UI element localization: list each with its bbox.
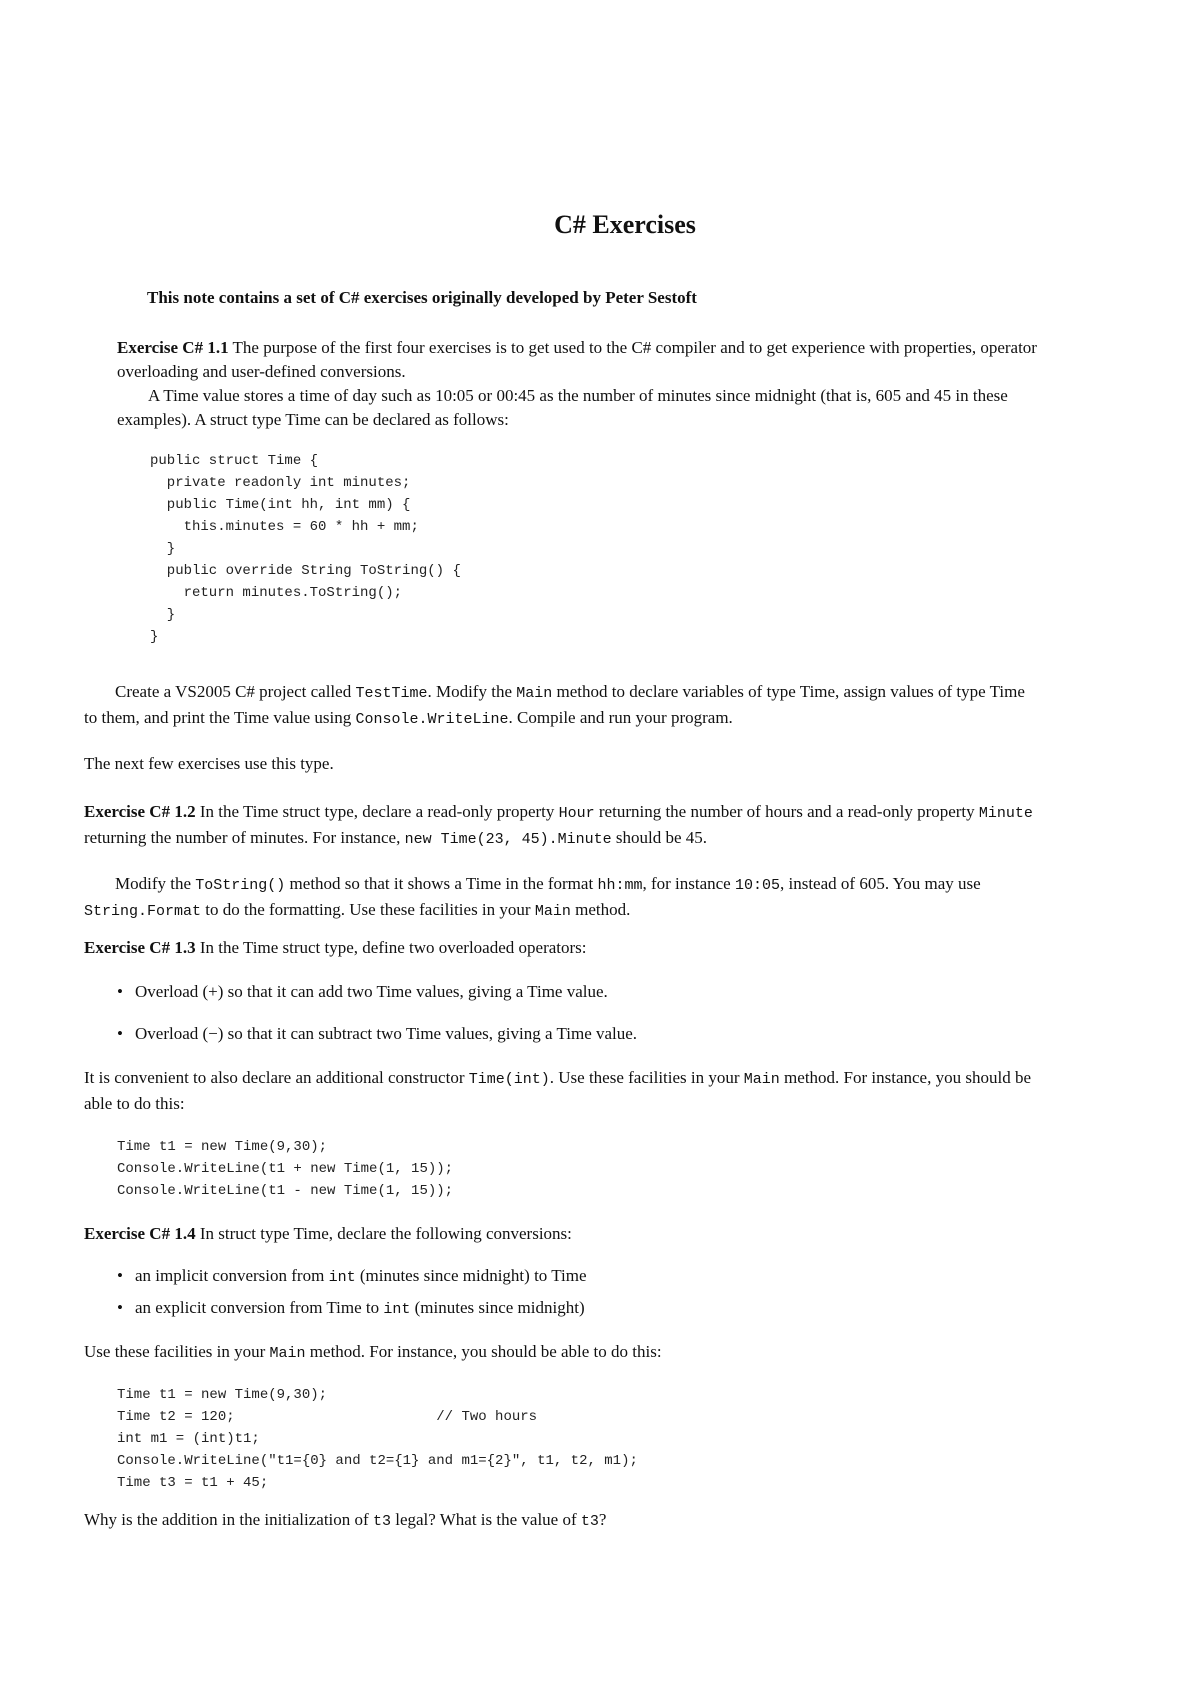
exercise-1-1-intro (117, 336, 1037, 384)
exercise-text: method. (570, 900, 631, 919)
list-item-text: (minutes since midnight) to Time (355, 1266, 587, 1285)
list-item (117, 1022, 637, 1046)
exercise-1-4-intro (84, 1222, 1034, 1246)
exercise-1-1-text: The purpose of the first four exercises is to get used to the C# compiler and to get experience with properties, operator overloading and user-defined conversions. (117, 338, 1037, 381)
code-inline: t3 (372, 1513, 391, 1530)
exercise-text: , for instance (642, 874, 735, 893)
exercise-text: returning the number of hours and a read-only property (594, 802, 979, 821)
exercise-1-2-label: Exercise C# 1.2 (84, 802, 196, 821)
exercise-1-4-question (84, 1508, 1034, 1534)
exercise-1-4-label: Exercise C# 1.4 (84, 1224, 196, 1243)
list-item (117, 980, 608, 1004)
exercise-text: to do the formatting. Use these facilities in your (201, 900, 535, 919)
instructions-text: method to declare variables of type Time, assign values of type Time to them, and print the Time value using (84, 682, 1025, 727)
code-inline: Console.WriteLine (355, 711, 509, 728)
code-inline: int (328, 1269, 356, 1286)
exercise-1-3-code: Time t1 = new Time(9,30); Console.WriteLine(t1 + new Time(1, 15)); Console.WriteLine(t1 - new Time(1, 15)); (117, 1139, 454, 1199)
code-inline: ToString() (195, 877, 286, 894)
list-item-text: (minutes since midnight) (410, 1298, 585, 1317)
code-inline: Main (269, 1345, 306, 1362)
code-inline: new Time(23, 45).Minute (404, 831, 612, 848)
exercise-text: ? (598, 1510, 607, 1529)
bullet-icon: • (117, 982, 123, 1001)
exercise-1-1-instructions (84, 680, 1034, 732)
exercise-text: . Use these facilities in your (549, 1068, 744, 1087)
code-inline: String.Format (84, 903, 202, 920)
exercise-1-2-paragraph-2 (84, 872, 1034, 924)
code-inline: Main (516, 685, 553, 702)
instructions-text: Create a VS2005 C# project called (115, 682, 356, 701)
bullet-icon: • (117, 1298, 123, 1317)
list-item-text: Overload (+) so that it can add two Time values, giving a Time value. (135, 982, 608, 1001)
code-inline: t3 (580, 1513, 599, 1530)
code-inline: Minute (978, 805, 1033, 822)
exercise-1-2-paragraph-1 (84, 800, 1034, 852)
code-inline: TestTime (355, 685, 428, 702)
exercise-text: , instead of 605. You may use (780, 874, 981, 893)
list-item-text: Overload (−) so that it can subtract two Time values, giving a Time value. (135, 1024, 638, 1043)
exercise-1-1-description-text: A Time value stores a time of day such as 10:05 or 00:45 as the number of minutes since midnight (that is, 605 and 45 in these examples). A struct type Time can be declared as follows: (117, 386, 1008, 429)
code-inline: Hour (558, 805, 595, 822)
exercise-text: Modify the (115, 874, 196, 893)
code-inline: Time(int) (468, 1071, 550, 1088)
list-item (117, 1296, 585, 1322)
list-item-text: an implicit conversion from (135, 1266, 329, 1285)
exercise-text: returning the number of minutes. For instance, (84, 828, 405, 847)
exercise-1-3-after (84, 1066, 1034, 1116)
list-item-text: an explicit conversion from Time to (135, 1298, 384, 1317)
code-inline: 10:05 (734, 877, 780, 894)
exercise-1-3-intro (84, 936, 1034, 960)
exercise-text: Why is the addition in the initialization of (84, 1510, 373, 1529)
instructions-text: . Modify the (427, 682, 517, 701)
bullet-icon: • (117, 1266, 123, 1285)
exercise-text: method. For instance, you should be able to do this: (84, 1068, 1031, 1113)
exercise-text: method so that it shows a Time in the format (285, 874, 598, 893)
exercise-1-1-note: The next few exercises use this type. (84, 754, 334, 773)
code-inline: int (383, 1301, 411, 1318)
exercise-1-3-label: Exercise C# 1.3 (84, 938, 196, 957)
exercise-text: legal? What is the value of (390, 1510, 581, 1529)
list-item (117, 1264, 587, 1290)
page-title: C# Exercises (554, 210, 696, 239)
exercise-text: In the Time struct type, define two overloaded operators: (195, 938, 587, 957)
page-subtitle: This note contains a set of C# exercises originally developed by Peter Sestoft (147, 288, 697, 307)
exercise-1-4-code: Time t1 = new Time(9,30); Time t2 = 120; // Two hours int m1 = (int)t1; Console.WriteLine("t1={0} and t2={1} and m1={2}", t1, t2, m1); Time t3 = t1 + 45; (117, 1387, 638, 1491)
exercise-text: In the Time struct type, declare a read-only property (195, 802, 559, 821)
instructions-text: . Compile and run your program. (508, 708, 733, 727)
exercise-text: Use these facilities in your (84, 1342, 270, 1361)
code-inline: Main (743, 1071, 780, 1088)
exercise-1-1-description (117, 384, 1037, 432)
code-inline: hh:mm (597, 877, 643, 894)
exercise-text: It is convenient to also declare an additional constructor (84, 1068, 469, 1087)
exercise-text: In struct type Time, declare the following conversions: (195, 1224, 572, 1243)
code-inline: Main (534, 903, 571, 920)
exercise-1-1-code: public struct Time { private readonly int minutes; public Time(int hh, int mm) { this.minutes = 60 * hh + mm; } public override String ToString() { return minutes.ToString(); } } (150, 453, 461, 645)
exercise-text: method. For instance, you should be able to do this: (305, 1342, 662, 1361)
exercise-1-1-label: Exercise C# 1.1 (117, 338, 229, 357)
exercise-1-4-after (84, 1340, 1034, 1366)
exercise-text: should be 45. (611, 828, 708, 847)
bullet-icon: • (117, 1024, 123, 1043)
